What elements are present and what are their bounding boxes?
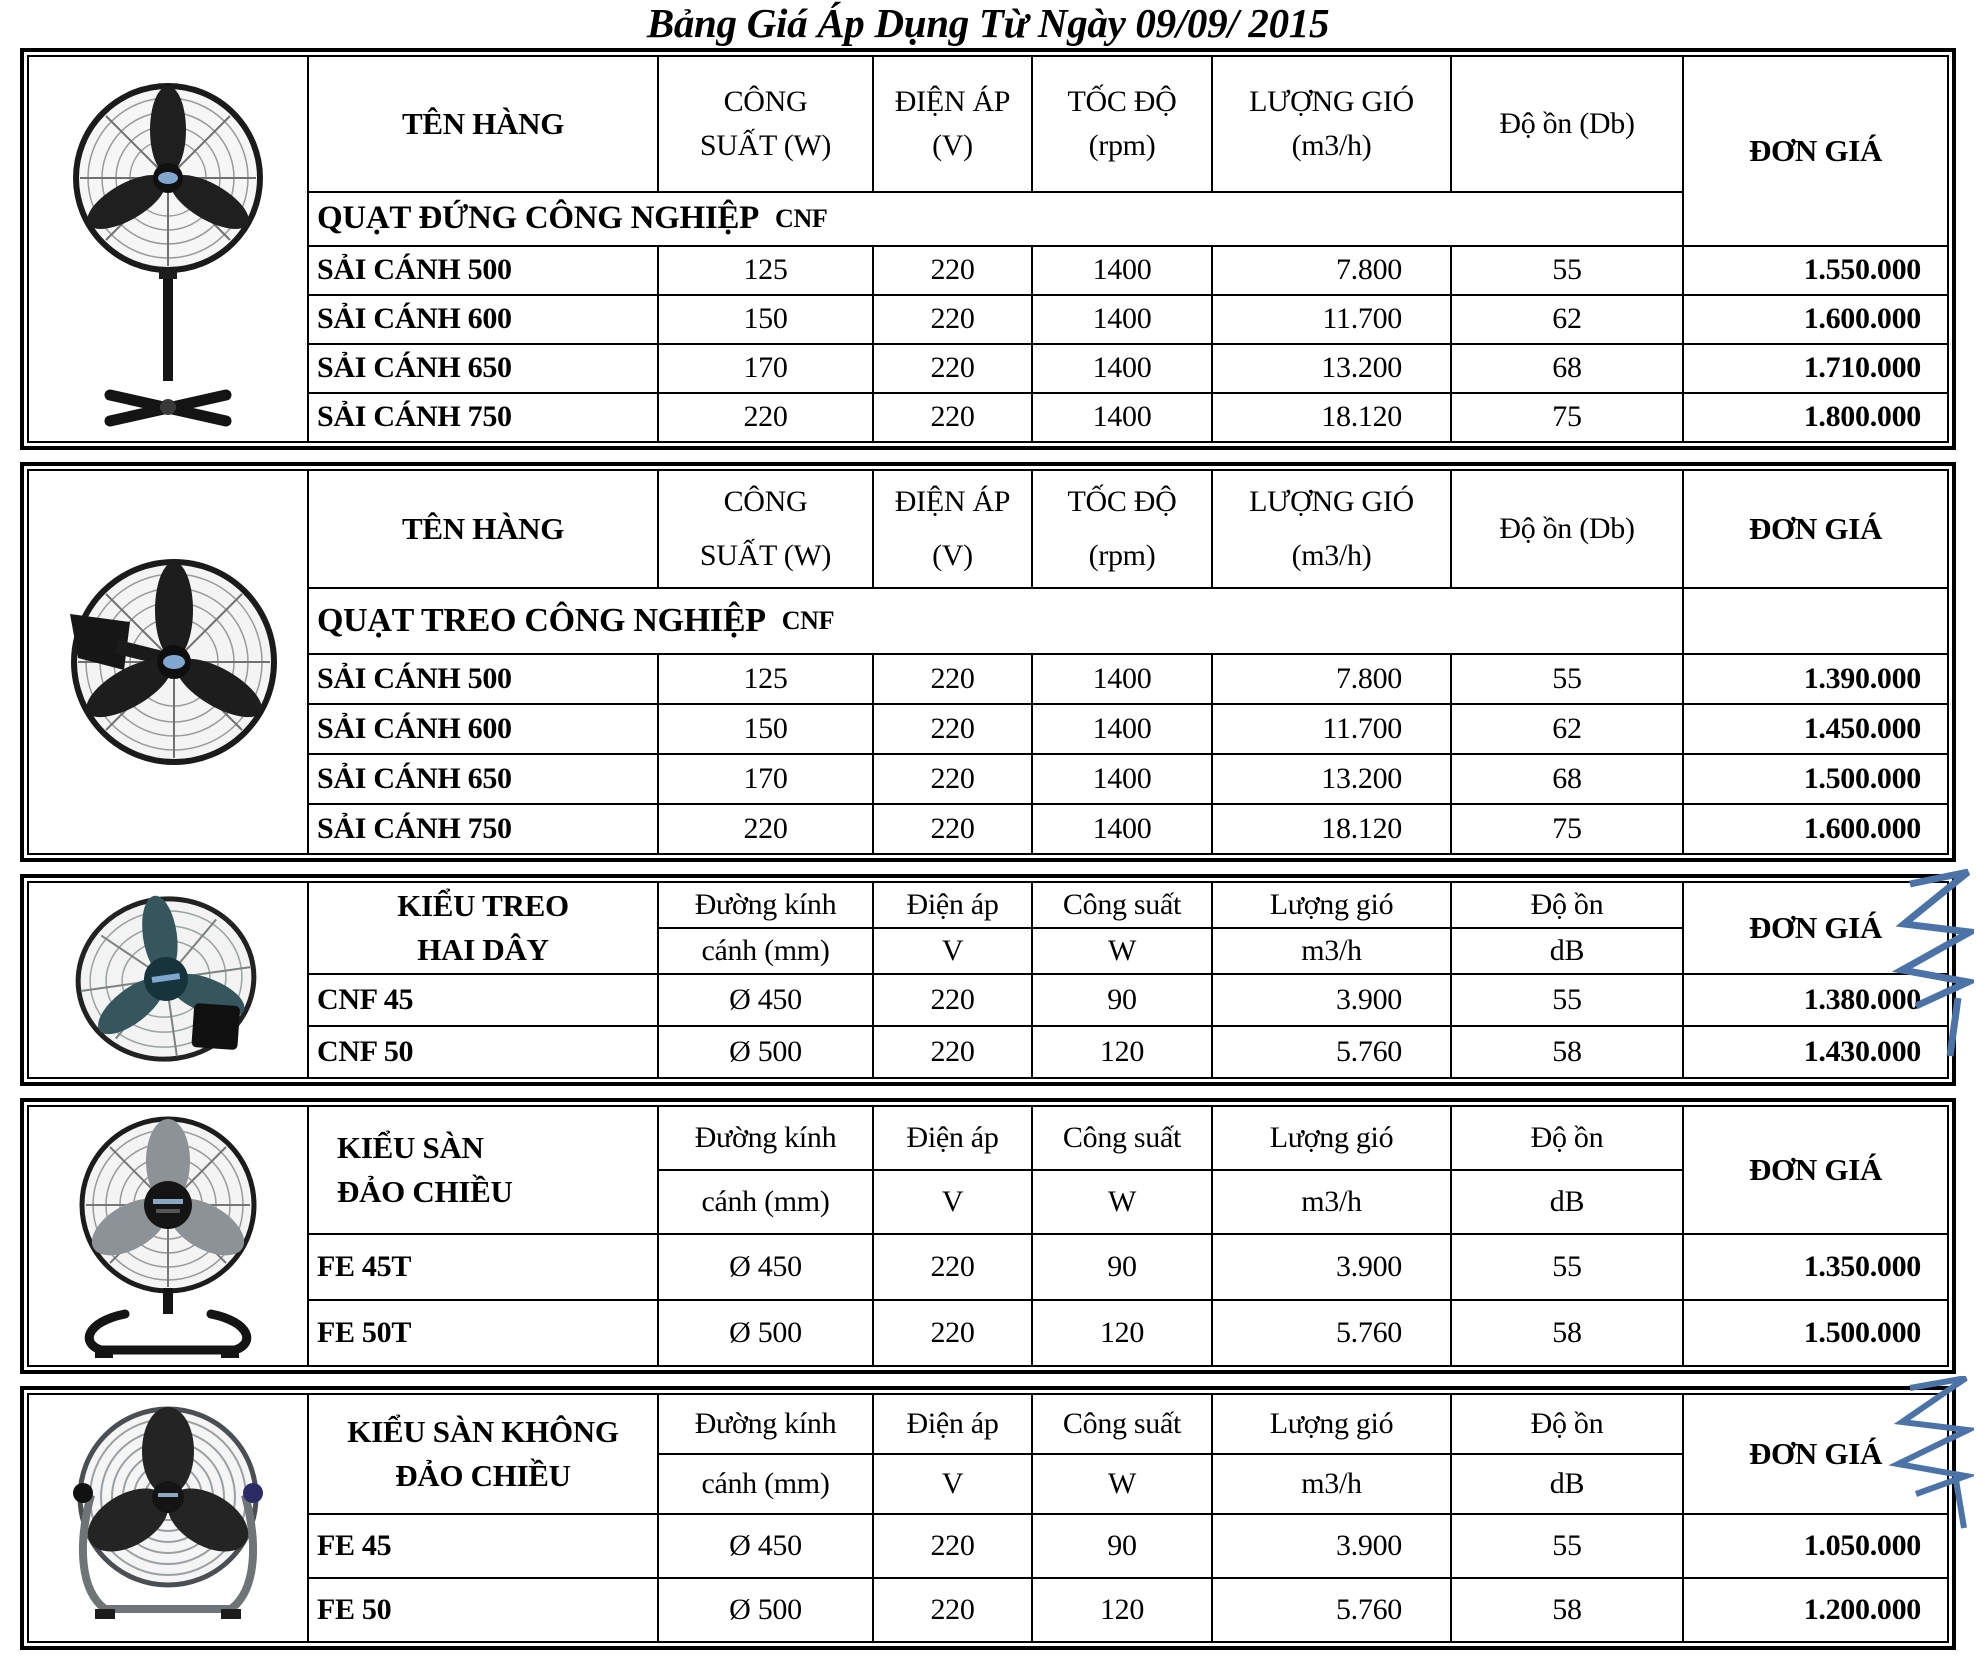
cell-speed: 1400 [1033, 296, 1211, 343]
header-line: ĐIỆN ÁP [894, 84, 1011, 118]
cell-air: 11.700 [1213, 705, 1450, 753]
header-line: ĐIỆN ÁP [894, 484, 1011, 518]
col-header-power: Công suất [1033, 883, 1211, 927]
cell-air: 3.900 [1213, 1515, 1450, 1577]
cell-speed: 1400 [1033, 805, 1211, 853]
cell-price: 1.390.000 [1684, 655, 1947, 703]
cell-power: 150 [659, 296, 872, 343]
empty-cell [1684, 589, 1947, 653]
cell-air: 13.200 [1213, 755, 1450, 803]
cell-volt: 220 [874, 805, 1031, 853]
col-header-power [659, 471, 872, 587]
cell-name: SẢI CÁNH 750 [309, 805, 657, 853]
cell-name: FE 50T [309, 1301, 657, 1365]
pedestal-fan-image [68, 63, 268, 435]
section-code: CNF [774, 204, 828, 234]
cell-air: 3.900 [1213, 975, 1450, 1025]
cell-noise: 62 [1452, 296, 1682, 343]
col-header-diameter: Đường kính [659, 1107, 872, 1169]
table-wall-fans [20, 462, 1956, 862]
cell-power: 125 [659, 655, 872, 703]
cell-name: SẢI CÁNH 600 [309, 705, 657, 753]
header-line: CÔNG [723, 484, 808, 518]
table-floor-fixed [20, 1386, 1956, 1650]
cell-name: FE 45 [309, 1515, 657, 1577]
col-unit-diameter: cánh (mm) [659, 1455, 872, 1513]
col-header-airflow: Lượng gió [1213, 883, 1450, 927]
chrome-floor-fan-image [61, 1399, 275, 1637]
cell-diameter: Ø 500 [659, 1027, 872, 1077]
cell-price: 1.200.000 [1684, 1579, 1947, 1641]
col-unit-airflow: m3/h [1213, 929, 1450, 973]
wall-fan-image [50, 544, 286, 780]
cell-price: 1.350.000 [1684, 1235, 1947, 1299]
col-header-price: ĐƠN GIÁ [1684, 1395, 1947, 1513]
cell-volt: 220 [874, 1301, 1031, 1365]
col-unit-power: W [1033, 1171, 1211, 1233]
cell-noise: 58 [1452, 1027, 1682, 1077]
cell-volt: 220 [874, 655, 1031, 703]
header-line: KIỂU TREO [397, 888, 569, 924]
col-header-noise: Độ ồn [1452, 883, 1682, 927]
col-unit-noise: dB [1452, 1455, 1682, 1513]
header-line: (V) [932, 129, 973, 162]
cell-power: 150 [659, 705, 872, 753]
cell-name: CNF 50 [309, 1027, 657, 1077]
col-header-airflow [1213, 57, 1450, 191]
cell-price: 1.500.000 [1684, 755, 1947, 803]
cell-name: SẢI CÁNH 500 [309, 247, 657, 294]
cell-noise: 55 [1452, 1515, 1682, 1577]
cell-diameter: Ø 500 [659, 1579, 872, 1641]
page-title: Bảng Giá Áp Dụng Từ Ngày 09/09/ 2015 [646, 0, 1330, 46]
cell-air: 18.120 [1213, 394, 1450, 441]
cell-power: 170 [659, 345, 872, 392]
product-image-cell [29, 1107, 307, 1365]
col-header-power [659, 57, 872, 191]
header-line: ĐẢO CHIỀU [337, 1174, 513, 1209]
cell-name: FE 45T [309, 1235, 657, 1299]
col-header-name [309, 1107, 657, 1233]
cell-name: FE 50 [309, 1579, 657, 1641]
cell-power: 90 [1033, 1515, 1211, 1577]
product-image-cell [29, 1395, 307, 1641]
hanging-fan-image [73, 887, 263, 1073]
cell-diameter: Ø 450 [659, 1235, 872, 1299]
cell-diameter: Ø 500 [659, 1301, 872, 1365]
product-image-cell [29, 883, 307, 1077]
cell-power: 90 [1033, 1235, 1211, 1299]
cell-name: SẢI CÁNH 650 [309, 755, 657, 803]
cell-name: SẢI CÁNH 650 [309, 345, 657, 392]
floor-fan-image [63, 1112, 273, 1360]
cell-speed: 1400 [1033, 247, 1211, 294]
cell-speed: 1400 [1033, 394, 1211, 441]
cell-air: 11.700 [1213, 296, 1450, 343]
col-header-noise: Độ ồn [1452, 1395, 1682, 1453]
section-code: CNF [781, 606, 835, 636]
cell-power: 120 [1033, 1579, 1211, 1641]
col-unit-power: W [1033, 929, 1211, 973]
cell-price: 1.450.000 [1684, 705, 1947, 753]
cell-price: 1.600.000 [1684, 296, 1947, 343]
col-header-voltage: Điện áp [874, 1395, 1031, 1453]
cell-noise: 75 [1452, 805, 1682, 853]
header-line: (rpm) [1088, 539, 1156, 572]
cell-volt: 220 [874, 975, 1031, 1025]
cell-price: 1.800.000 [1684, 394, 1947, 441]
cell-speed: 1400 [1033, 755, 1211, 803]
col-header-name: TÊN HÀNG [309, 471, 657, 587]
col-unit-noise: dB [1452, 929, 1682, 973]
cell-air: 7.800 [1213, 247, 1450, 294]
cell-noise: 75 [1452, 394, 1682, 441]
cell-air: 5.760 [1213, 1579, 1450, 1641]
cell-volt: 220 [874, 296, 1031, 343]
col-header-airflow: Lượng gió [1213, 1107, 1450, 1169]
cell-noise: 55 [1452, 1235, 1682, 1299]
cell-noise: 58 [1452, 1579, 1682, 1641]
col-header-airflow [1213, 471, 1450, 587]
cell-power: 120 [1033, 1027, 1211, 1077]
cell-volt: 220 [874, 1027, 1031, 1077]
header-line: LƯỢNG GIÓ [1249, 484, 1414, 518]
cell-price: 1.050.000 [1684, 1515, 1947, 1577]
cell-speed: 1400 [1033, 345, 1211, 392]
table-standing-fans [20, 48, 1956, 450]
cell-volt: 220 [874, 705, 1031, 753]
cell-name: SẢI CÁNH 750 [309, 394, 657, 441]
col-header-price: ĐƠN GIÁ [1684, 1107, 1947, 1233]
col-header-airflow: Lượng gió [1213, 1395, 1450, 1453]
cell-power: 220 [659, 805, 872, 853]
cell-air: 7.800 [1213, 655, 1450, 703]
cell-name: SẢI CÁNH 500 [309, 655, 657, 703]
cell-diameter: Ø 450 [659, 975, 872, 1025]
cell-price: 1.380.000 [1684, 975, 1947, 1025]
col-unit-noise: dB [1452, 1171, 1682, 1233]
section-label: QUẠT TREO CÔNG NGHIỆP [317, 602, 766, 640]
cell-noise: 68 [1452, 345, 1682, 392]
col-header-speed [1033, 471, 1211, 587]
col-header-voltage [874, 471, 1031, 587]
header-line: TỐC ĐỘ [1067, 84, 1177, 118]
table-floor-oscillating [20, 1098, 1956, 1374]
section-row [309, 589, 1682, 653]
cell-volt: 220 [874, 247, 1031, 294]
cell-price: 1.710.000 [1684, 345, 1947, 392]
col-header-voltage [874, 57, 1031, 191]
col-header-voltage: Điện áp [874, 883, 1031, 927]
col-header-power: Công suất [1033, 1107, 1211, 1169]
cell-speed: 1400 [1033, 705, 1211, 753]
header-line: LƯỢNG GIÓ [1249, 84, 1414, 118]
product-image-cell [29, 471, 307, 853]
cell-speed: 1400 [1033, 655, 1211, 703]
cell-power: 120 [1033, 1301, 1211, 1365]
cell-price: 1.550.000 [1684, 247, 1947, 294]
cell-power: 90 [1033, 975, 1211, 1025]
header-line: KIỂU SÀN [337, 1130, 484, 1166]
cell-volt: 220 [874, 1235, 1031, 1299]
header-line: ĐẢO CHIỀU [395, 1458, 571, 1493]
header-line: (m3/h) [1291, 539, 1372, 572]
col-header-diameter: Đường kính [659, 883, 872, 927]
col-header-price: ĐƠN GIÁ [1684, 471, 1947, 587]
cell-diameter: Ø 450 [659, 1515, 872, 1577]
table-hanging-two-wire [20, 874, 1956, 1086]
col-header-name [309, 1395, 657, 1513]
cell-noise: 55 [1452, 975, 1682, 1025]
cell-power: 170 [659, 755, 872, 803]
col-header-noise: Độ ồn (Db) [1452, 57, 1682, 191]
col-header-noise: Độ ồn [1452, 1107, 1682, 1169]
header-line: SUẤT (W) [699, 129, 832, 162]
cell-volt: 220 [874, 345, 1031, 392]
col-header-power: Công suất [1033, 1395, 1211, 1453]
header-line: (rpm) [1088, 129, 1156, 162]
header-line: TỐC ĐỘ [1067, 484, 1177, 518]
cell-noise: 62 [1452, 705, 1682, 753]
col-unit-voltage: V [874, 1171, 1031, 1233]
header-line: SUẤT (W) [699, 539, 832, 572]
cell-air: 13.200 [1213, 345, 1450, 392]
cell-name: SẢI CÁNH 600 [309, 296, 657, 343]
cell-volt: 220 [874, 1579, 1031, 1641]
col-header-price: ĐƠN GIÁ [1684, 57, 1947, 245]
header-line: (m3/h) [1291, 129, 1372, 162]
section-label: QUẠT ĐỨNG CÔNG NGHIỆP [317, 200, 759, 237]
cell-air: 5.760 [1213, 1301, 1450, 1365]
cell-air: 5.760 [1213, 1027, 1450, 1077]
cell-volt: 220 [874, 755, 1031, 803]
cell-volt: 220 [874, 394, 1031, 441]
cell-name: CNF 45 [309, 975, 657, 1025]
cell-noise: 68 [1452, 755, 1682, 803]
cell-noise: 55 [1452, 655, 1682, 703]
col-header-price: ĐƠN GIÁ [1684, 883, 1947, 973]
header-line: (V) [932, 539, 973, 572]
cell-air: 18.120 [1213, 805, 1450, 853]
col-header-name: TÊN HÀNG [309, 57, 657, 191]
header-line: KIỂU SÀN KHÔNG [347, 1414, 619, 1450]
col-header-name [309, 883, 657, 973]
cell-air: 3.900 [1213, 1235, 1450, 1299]
col-unit-voltage: V [874, 1455, 1031, 1513]
cell-power: 220 [659, 394, 872, 441]
cell-power: 125 [659, 247, 872, 294]
cell-price: 1.500.000 [1684, 1301, 1947, 1365]
col-unit-power: W [1033, 1455, 1211, 1513]
col-header-diameter: Đường kính [659, 1395, 872, 1453]
product-image-cell [29, 57, 307, 441]
col-header-voltage: Điện áp [874, 1107, 1031, 1169]
col-header-speed [1033, 57, 1211, 191]
col-unit-airflow: m3/h [1213, 1455, 1450, 1513]
col-unit-diameter: cánh (mm) [659, 1171, 872, 1233]
col-header-noise: Độ ồn (Db) [1452, 471, 1682, 587]
cell-volt: 220 [874, 1515, 1031, 1577]
header-line: HAI DÂY [417, 932, 549, 967]
col-unit-diameter: cánh (mm) [659, 929, 872, 973]
col-unit-voltage: V [874, 929, 1031, 973]
cell-noise: 55 [1452, 247, 1682, 294]
header-line: CÔNG [723, 84, 808, 118]
section-row [309, 193, 1682, 245]
cell-price: 1.430.000 [1684, 1027, 1947, 1077]
col-unit-airflow: m3/h [1213, 1171, 1450, 1233]
cell-noise: 58 [1452, 1301, 1682, 1365]
cell-price: 1.600.000 [1684, 805, 1947, 853]
